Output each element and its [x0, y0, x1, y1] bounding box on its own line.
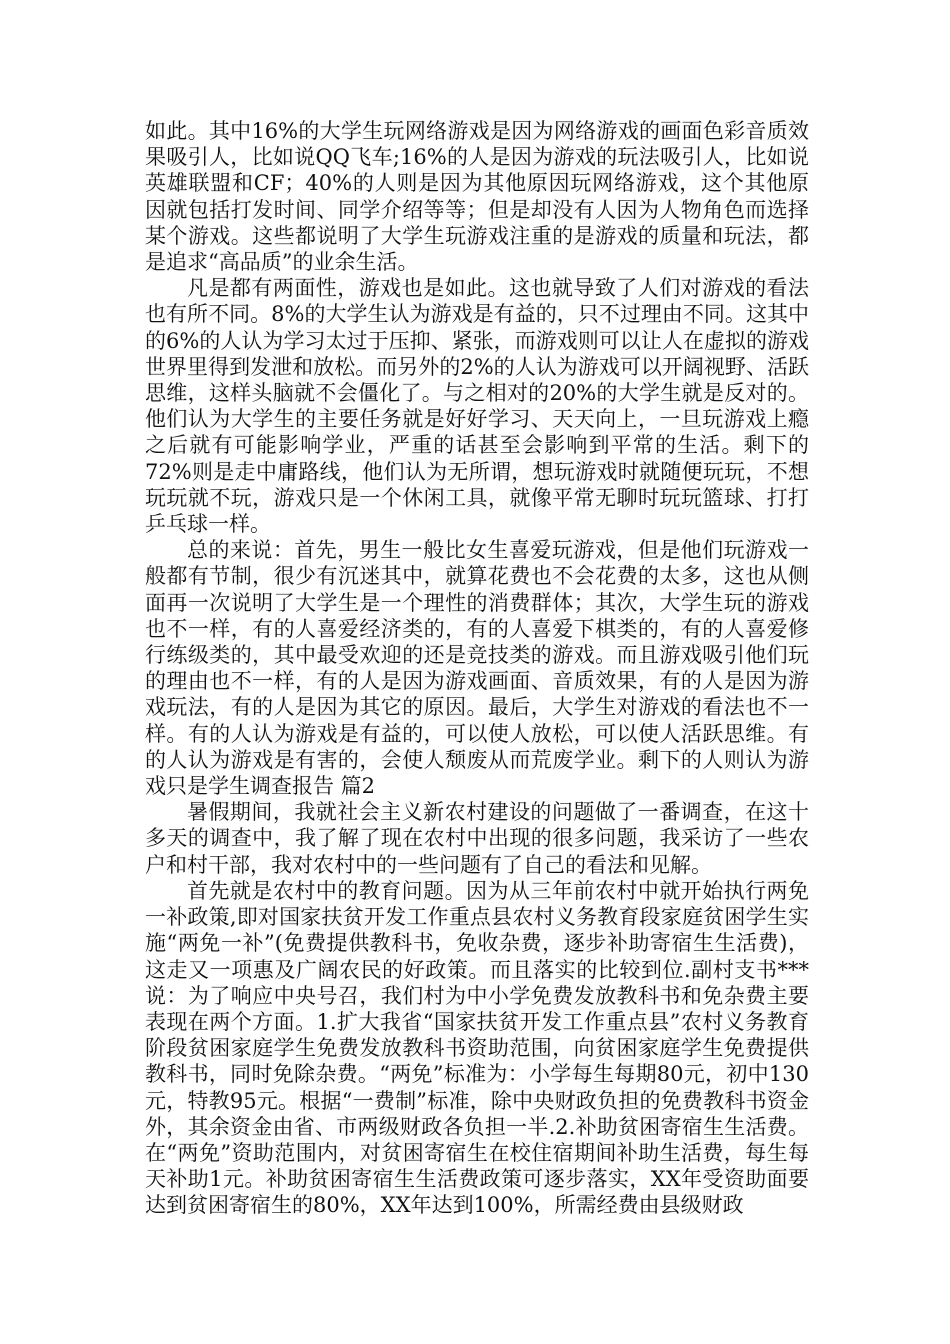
paragraph-2: 凡是都有两面性，游戏也是如此。这也就导致了人们对游戏的看法也有所不同。8%的大学生认为游戏是有益的，只不过理由不同。这其中的6%的人认为学习太过于压抑、紧张，而游戏则可以让人在虚拟的游戏世界里得到发泄和放松。而另外的2%的人认为游戏可以开阔视野、活跃思维，这样头脑就不会僵化了。与之相对的20%的大学生就是反对的。他们认为大学生的主要任务就是好好学习、天天向上，一旦玩游戏上瘾之后就有可能影响学业，严重的话甚至会影响到平常的生活。剩下的72%则是走中庸路线，他们认为无所谓，想玩游戏时就随便玩玩，不想玩玩就不玩，游戏只是一个休闲工具，就像平常无聊时玩玩篮球、打打乒乓球一样。 — [145, 276, 809, 537]
paragraph-5: 首先就是农村中的教育问题。因为从三年前农村中就开始执行两免一补政策,即对国家扶贫开发工作重点县农村义务教育段家庭贫困学生实施“两免一补”(免费提供教科书，免收杂费，逐步补助寄宿生生活费)，这走又一项惠及广阔农民的好政策。而且落实的比较到位.副村支书***说：为了响应中央号召，我们村为中小学免费发放教科书和免杂费主要表现在两个方面。1.扩大我省“国家扶贫开发工作重点县”农村义务教育阶段贫困家庭学生免费发放教科书资助范围，向贫困家庭学生免费提供教科书，同时免除杂费。“两免”标准为：小学每生每期80元，初中130元，特教95元。根据“一费制”标准，除中央财政负担的免费教科书资金外，其余资金由省、市两级财政各负担一半.2.补助贫困寄宿生生活费。在“两免”资助范围内，对贫困寄宿生在校住宿期间补助生活费，每生每天补助1元。补助贫困寄宿生生活费政策可逐步落实，XX年受资助面要达到贫困寄宿生的80%，XX年达到100%，所需经费由县级财政 — [145, 878, 809, 1218]
paragraph-1: 如此。其中16%的大学生玩网络游戏是因为网络游戏的画面色彩音质效果吸引人，比如说QQ飞车;16%的人是因为游戏的玩法吸引人，比如说英雄联盟和CF；40%的人则是因为其他原因玩网络游戏，这个其他原因就包括打发时间、同学介绍等等；但是却没有人因为人物角色而选择某个游戏。这些都说明了大学生玩游戏注重的是游戏的质量和玩法，都是追求“高品质”的业余生活。 — [145, 119, 809, 275]
paragraph-4: 暑假期间，我就社会主义新农村建设的问题做了一番调查，在这十多天的调查中，我了解了现在农村中出现的很多问题，我采访了一些农户和村干部，我对农村中的一些问题有了自己的看法和见解。 — [145, 800, 809, 877]
document-body — [145, 118, 809, 1219]
paragraph-3: 总的来说：首先，男生一般比女生喜爱玩游戏，但是他们玩游戏一般都有节制，很少有沉迷其中，就算花费也不会花费的太多，这也从侧面再一次说明了大学生是一个理性的消费群体；其次，大学生玩的游戏也不一样，有的人喜爱经济类的，有的人喜爱下棋类的，有的人喜爱修行练级类的，其中最受欢迎的还是竞技类的游戏。而且游戏吸引他们玩的理由也不一样，有的人是因为游戏画面、音质效果，有的人是因为游戏玩法，有的人是因为其它的原因。最后，大学生对游戏的看法也不一样。有的人认为游戏是有益的，可以使人放松，可以使人活跃思维。有的人认为游戏是有害的，会使人颓废从而荒废学业。剩下的人则认为游戏只是学生调查报告 篇2 — [145, 538, 809, 799]
